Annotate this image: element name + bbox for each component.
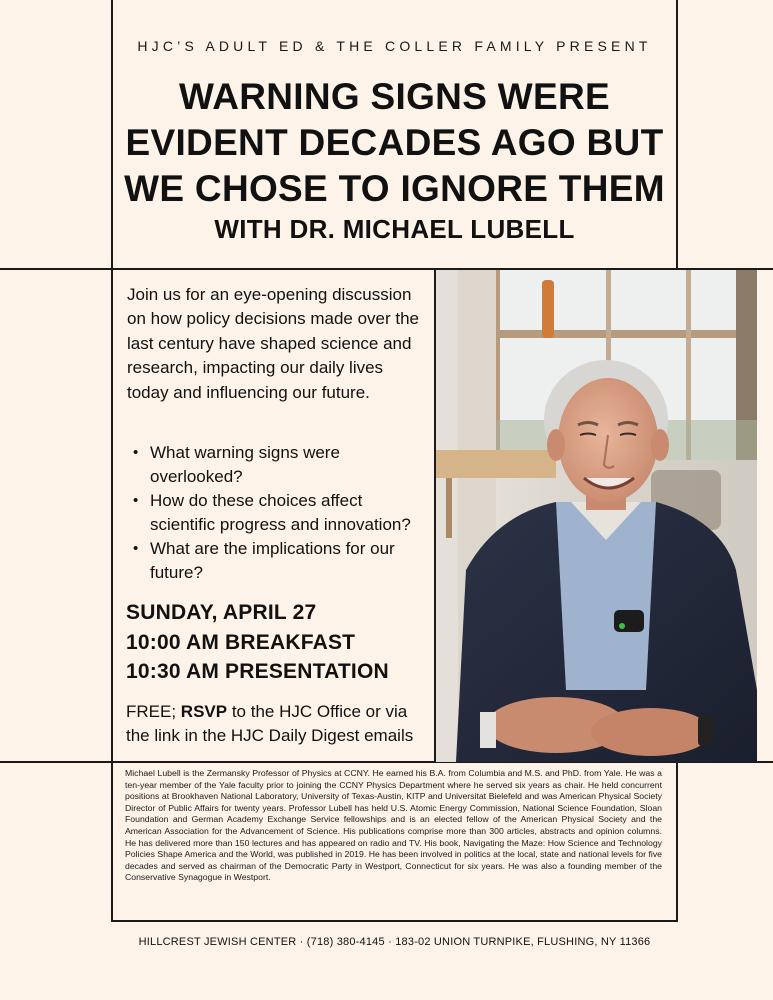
title-line-3: WE CHOSE TO IGNORE THEM xyxy=(124,168,665,209)
rsvp-details: to the HJC Office or via the link in the HJC Daily Digest emails xyxy=(126,702,414,745)
question-list xyxy=(127,441,432,585)
question-item: • What are the implications for our future? xyxy=(127,537,432,585)
venue-footer: HILLCREST JEWISH CENTER · (718) 380-4145 · 183-02 UNION TURNPIKE, FLUSHING, NY 11366 xyxy=(138,936,651,948)
rsvp-info xyxy=(126,700,431,747)
title-line-2: EVIDENT DECADES AGO BUT xyxy=(125,122,664,163)
intro-paragraph: Join us for an eye-opening discussion on how policy decisions made over the last century have shaped science and research, impacting our daily lives today and influencing our future. xyxy=(127,285,419,402)
event-schedule xyxy=(126,598,431,687)
breakfast-time: 10:00 AM BREAKFAST xyxy=(126,630,356,654)
presenter-line: HJC’S ADULT ED & THE COLLER FAMILY PRESENT xyxy=(137,38,652,54)
speaker-subtitle: WITH DR. MICHAEL LUBELL xyxy=(214,214,575,244)
rsvp-prefix: FREE; xyxy=(126,702,181,721)
divider-bottom xyxy=(111,920,678,922)
frame-right-line-bottom xyxy=(676,762,678,922)
speaker-photo xyxy=(436,270,757,762)
event-date: SUNDAY, APRIL 27 xyxy=(126,601,317,624)
speaker-biography: Michael Lubell is the Zermansky Professor of Physics at CCNY. He earned his B.A. from Columbia and M.S. and PhD. from Yale. He was a ten-year member of the Yale faculty prior to joining the CCNY Physics Department where he served six years as chair. He held concurrent positions at Brookhaven National Laboratory, University of Texas-Austin, KITP and Universitat Bielefeld and was American Physical Society Director of Public Affairs for twenty years. Professor Lubell has held U.S. Atomic Energy Commission, National Science Foundation, Sloan Foundation and German Academy Exchange Service fellowships and is an elected fellow of the American Physical Society and the American Association for the Advancement of Science. His publications comprise more than 300 articles, abstracts and opinion columns. He has delivered more than 150 lectures and has appeared on radio and TV. His book, Navigating the Maze: How Science and Technology Policies Shape America and the World, was published in 2019. He has been involved in politics at the local, state and national levels for five decades and served as chairman of the Democratic Party in Westport, Connecticut for six years. He was also a founding member of the Conservative Synagogue in Westport. xyxy=(125,768,662,883)
question-item: • What warning signs were overlooked? xyxy=(127,441,432,489)
event-title xyxy=(112,74,677,212)
title-line-1: WARNING SIGNS WERE xyxy=(179,76,610,117)
rsvp-keyword: RSVP xyxy=(180,702,228,721)
presentation-time: 10:30 AM PRESENTATION xyxy=(126,660,389,683)
question-item: • How do these choices affect scientific progress and innovation? xyxy=(127,489,432,537)
